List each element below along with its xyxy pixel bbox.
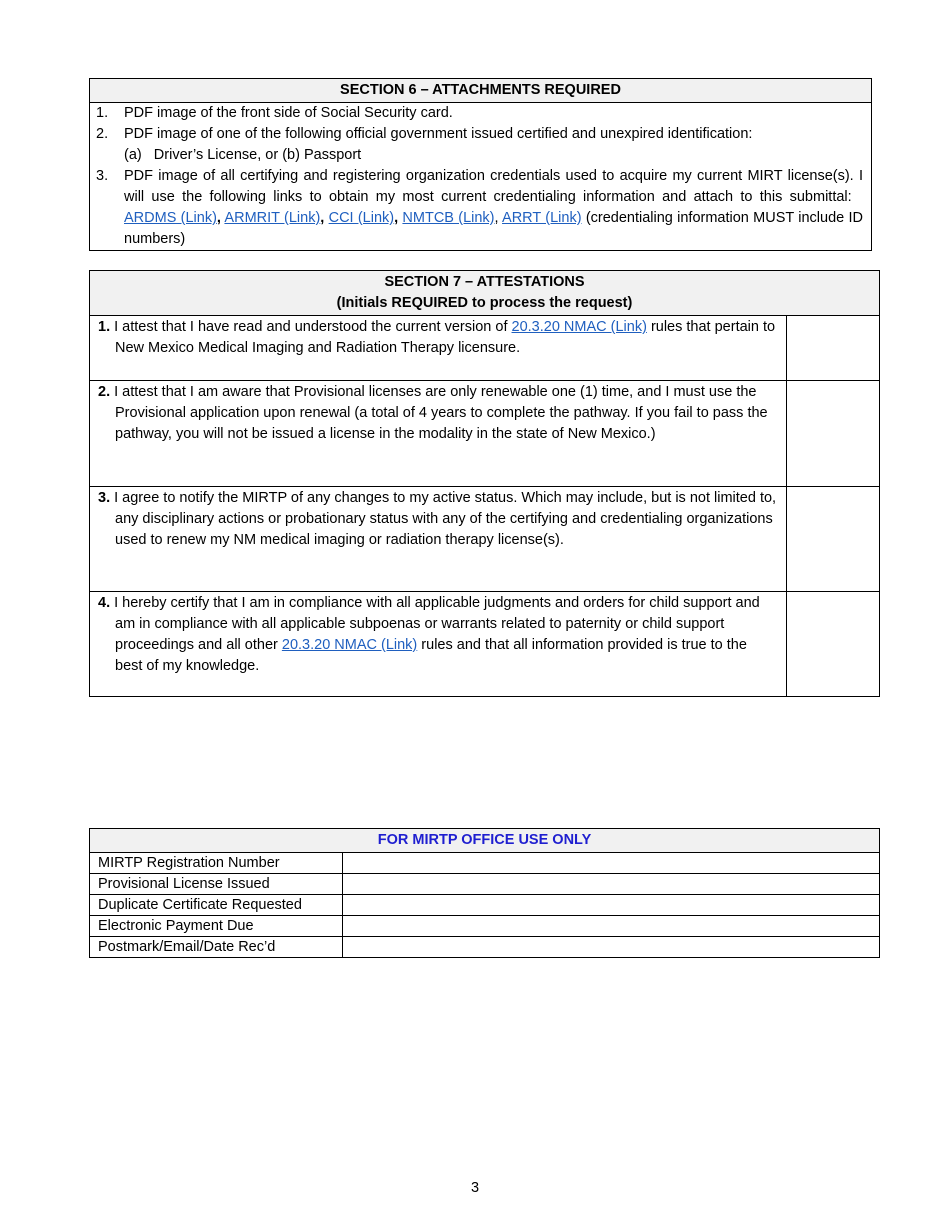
attestation-4: 4. I hereby certify that I am in compliance with all applicable judgments and orders for child support and am in compliance with all applicable subpoenas or warrants related to paternity or child support proceedings and all other 20.3.20 NMAC (Link) rules and that all information provided is true to the best of my knowledge.: [90, 592, 787, 697]
ardms-link[interactable]: ARDMS (Link): [124, 210, 217, 226]
table-row: [90, 916, 880, 937]
attachment-item: 1. PDF image of the front side of Social Security card.: [96, 105, 453, 121]
initials-field-3[interactable]: [787, 487, 880, 592]
armrit-link[interactable]: ARMRIT (Link): [224, 210, 321, 226]
attachment-item: 2. PDF image of one of the following official government issued certified and unexpired identification: (a) Driver’s License, or (b) Passport: [96, 126, 753, 163]
row-value[interactable]: [343, 895, 880, 916]
page-number: 3: [470, 1180, 480, 1196]
cci-link[interactable]: CCI (Link): [328, 210, 395, 226]
row-label: Duplicate Certificate Requested: [90, 895, 343, 916]
attestation-3: 3. I agree to notify the MIRTP of any changes to my active status. Which may include, but is not limited to, any disciplinary actions or probationary status with any of the certifying and credentialing organizations used to renew my NM medical imaging or radiation therapy license(s).: [90, 487, 787, 592]
office-use-table: [89, 828, 880, 958]
nmac-link[interactable]: 20.3.20 NMAC (Link): [281, 637, 418, 653]
row-label: Postmark/Email/Date Rec’d: [90, 937, 343, 958]
row-value[interactable]: [343, 937, 880, 958]
section-7-title: SECTION 7 – ATTESTATIONS: [384, 274, 585, 290]
initials-field-2[interactable]: [787, 381, 880, 487]
section-7-table: [89, 270, 880, 697]
office-use-title: FOR MIRTP OFFICE USE ONLY: [90, 829, 880, 853]
section-7-header: [90, 271, 880, 316]
section-7-subtitle: (Initials REQUIRED to process the request): [336, 295, 633, 311]
row-label: Electronic Payment Due: [90, 916, 343, 937]
section-6-table: [89, 78, 872, 251]
attestation-1: 1. I attest that I have read and understood the current version of 20.3.20 NMAC (Link) rules that pertain to New Mexico Medical Imaging and Radiation Therapy licensure.: [90, 316, 787, 381]
row-value[interactable]: [343, 853, 880, 874]
section-6-body: [90, 103, 872, 251]
table-row: [90, 937, 880, 958]
attachment-item: 3. PDF image of all certifying and registering organization credentials used to acquire my current MIRT license(s). I will use the following links to obtain my most current credentialing information and attach to this submittal: ARDMS (Link), ARMRIT (Link), CCI (Link), NMTCB (Link), ARRT (Link) (credentialing information MUST include ID numbers): [96, 168, 863, 247]
nmac-link[interactable]: 20.3.20 NMAC (Link): [511, 319, 647, 335]
arrt-link[interactable]: ARRT (Link): [502, 210, 582, 226]
initials-field-4[interactable]: [787, 592, 880, 697]
table-row: [90, 895, 880, 916]
row-label: Provisional License Issued: [90, 874, 343, 895]
nmtcb-link[interactable]: NMTCB (Link): [402, 210, 495, 226]
id-options: (a) Driver’s License, or (b) Passport: [124, 147, 362, 163]
table-row: [90, 853, 880, 874]
row-value[interactable]: [343, 916, 880, 937]
row-label: MIRTP Registration Number: [90, 853, 343, 874]
section-6-title: SECTION 6 – ATTACHMENTS REQUIRED: [90, 79, 872, 103]
attestation-2: 2. I attest that I am aware that Provisional licenses are only renewable one (1) time, and I must use the Provisional application upon renewal (a total of 4 years to complete the pathway. If you fail to pass the pathway, you will not be issued a license in the modality in the state of New Mexico.): [90, 381, 787, 487]
row-value[interactable]: [343, 874, 880, 895]
table-row: [90, 874, 880, 895]
initials-field-1[interactable]: [787, 316, 880, 381]
